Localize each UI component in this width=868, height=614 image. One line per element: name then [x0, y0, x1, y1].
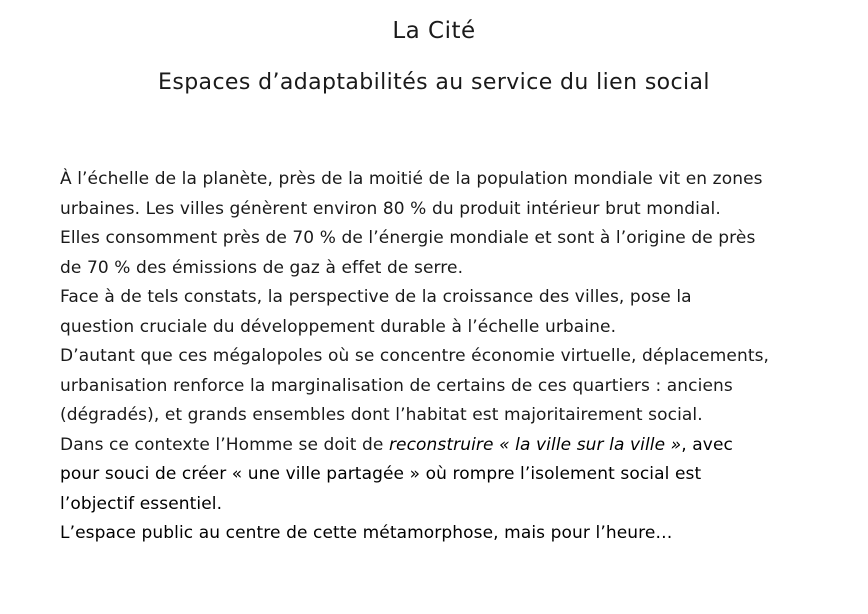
body-line: question cruciale du développement durable à l’échelle urbaine.: [60, 316, 617, 337]
body-line: (dégradés), et grands ensembles dont l’habitat est majoritairement social.: [60, 405, 703, 425]
body-line: l’objectif essentiel.: [60, 493, 223, 514]
body-line: pour souci de créer « une ville partagée » où rompre l’isolement social est: [60, 464, 702, 484]
body-line: À l’échelle de la planète, près de la moitié de la population mondiale vit en zones: [60, 169, 763, 189]
body-line: Elles consomment près de 70 % de l’énergie mondiale et sont à l’origine de près: [60, 228, 756, 248]
body-line-mixed: [60, 431, 830, 461]
body-text-segment: , avec: [681, 434, 733, 455]
body-text-segment: Dans ce contexte l’Homme se doit de: [60, 434, 389, 455]
body-line: D’autant que ces mégalopoles où se concentre économie virtuelle, déplacements,: [60, 346, 770, 366]
body-italic-segment: reconstruire « la ville sur la ville »: [388, 434, 682, 455]
document-title: La Cité: [392, 18, 476, 44]
body-line: L’espace public au centre de cette métamorphose, mais pour l’heure…: [60, 523, 673, 543]
document-subtitle: Espaces d’adaptabilités au service du lien social: [158, 70, 710, 95]
body-line: Face à de tels constats, la perspective de la croissance des villes, pose la: [60, 287, 692, 307]
body-line: urbaines. Les villes génèrent environ 80 % du produit intérieur brut mondial.: [60, 198, 721, 219]
body-line: de 70 % des émissions de gaz à effet de serre.: [60, 257, 464, 278]
body-line: urbanisation renforce la marginalisation de certains de ces quartiers : anciens: [60, 375, 733, 396]
body-paragraph: [60, 165, 830, 549]
